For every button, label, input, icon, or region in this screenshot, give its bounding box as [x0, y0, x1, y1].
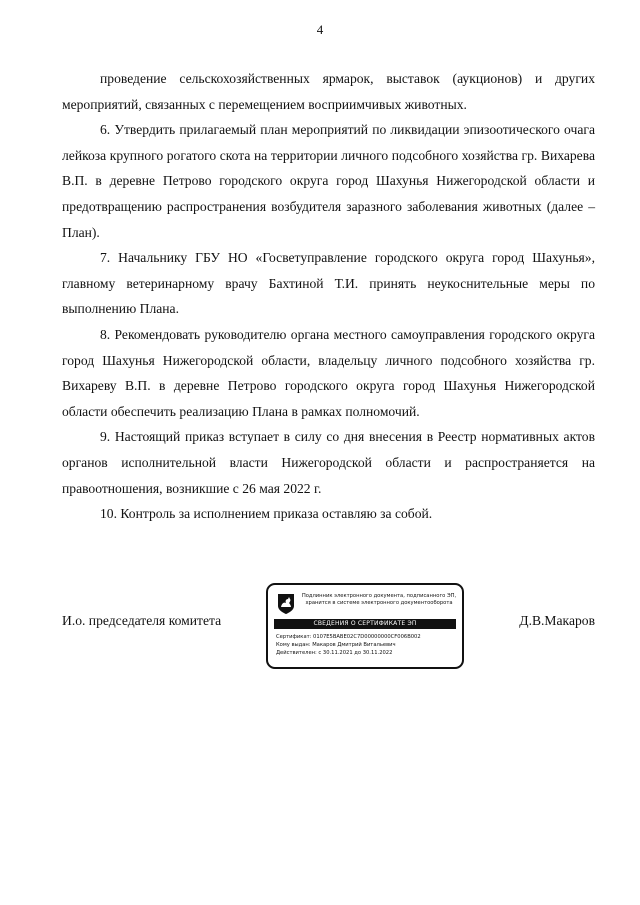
order-text — [62, 66, 595, 527]
page-number: 4 — [316, 22, 324, 37]
stamp-notice: Подлинник электронного документа, подписанного ЭП, хранится в системе электронного документооборота — [301, 593, 457, 606]
coat-of-arms-icon — [277, 593, 295, 615]
signature-block — [0, 583, 640, 673]
paragraph-7: 7. Начальнику ГБУ НО «Госветуправление городского округа город Шахунья», главному ветеринарному врачу Бахтиной Т.И. принять неукоснительные меры по выполнению Плана. — [62, 250, 595, 317]
signer-name: Д.В.Макаров — [519, 613, 595, 628]
certificate-owner: Кому выдан: Макаров Дмитрий Витальевич — [276, 642, 396, 648]
certificate-validity: Действителен: с 30.11.2021 до 30.11.2022 — [276, 650, 393, 656]
stamp-header: СВЕДЕНИЯ О СЕРТИФИКАТЕ ЭП — [274, 619, 456, 629]
paragraph-1: проведение сельскохозяйственных ярмарок, выставок (аукционов) и других мероприятий, связанных с перемещением восприимчивых животных. — [62, 71, 595, 112]
signer-position: И.о. председателя комитета — [62, 613, 222, 628]
paragraph-10: 10. Контроль за исполнением приказа оставляю за собой. — [100, 506, 433, 522]
paragraph-8: 8. Рекомендовать руководителю органа местного самоуправления городского округа город Шахунья Нижегородской области, владельцу личного подсобного хозяйства гр. Вихареву В.П. в деревне Петрово городского округа город Шахунья Нижегородской области обеспечить реализацию Плана в рамках полномочий. — [62, 326, 595, 419]
paragraph-6: 6. Утвердить прилагаемый план мероприятий по ликвидации эпизоотического очага лейкоза крупного рогатого скота на территории личного подсобного хозяйства гр. Вихарева В.П. в деревне Петрово городского округа город Шахунья Нижегородской области и предотвращению распространения возбудителя заразного заболевания животных (далее – План). — [62, 122, 595, 240]
paragraph-9: 9. Настоящий приказ вступает в силу со дня внесения в Реестр нормативных актов органов исполнительной власти Нижегородской области и распространяется на правоотношения, возникшие с 26 мая 2022 г. — [62, 429, 595, 496]
electronic-signature-stamp — [266, 583, 464, 669]
certificate-number: Сертификат: 0107E5BABE02C7D00000000CF006B002 — [276, 634, 421, 640]
